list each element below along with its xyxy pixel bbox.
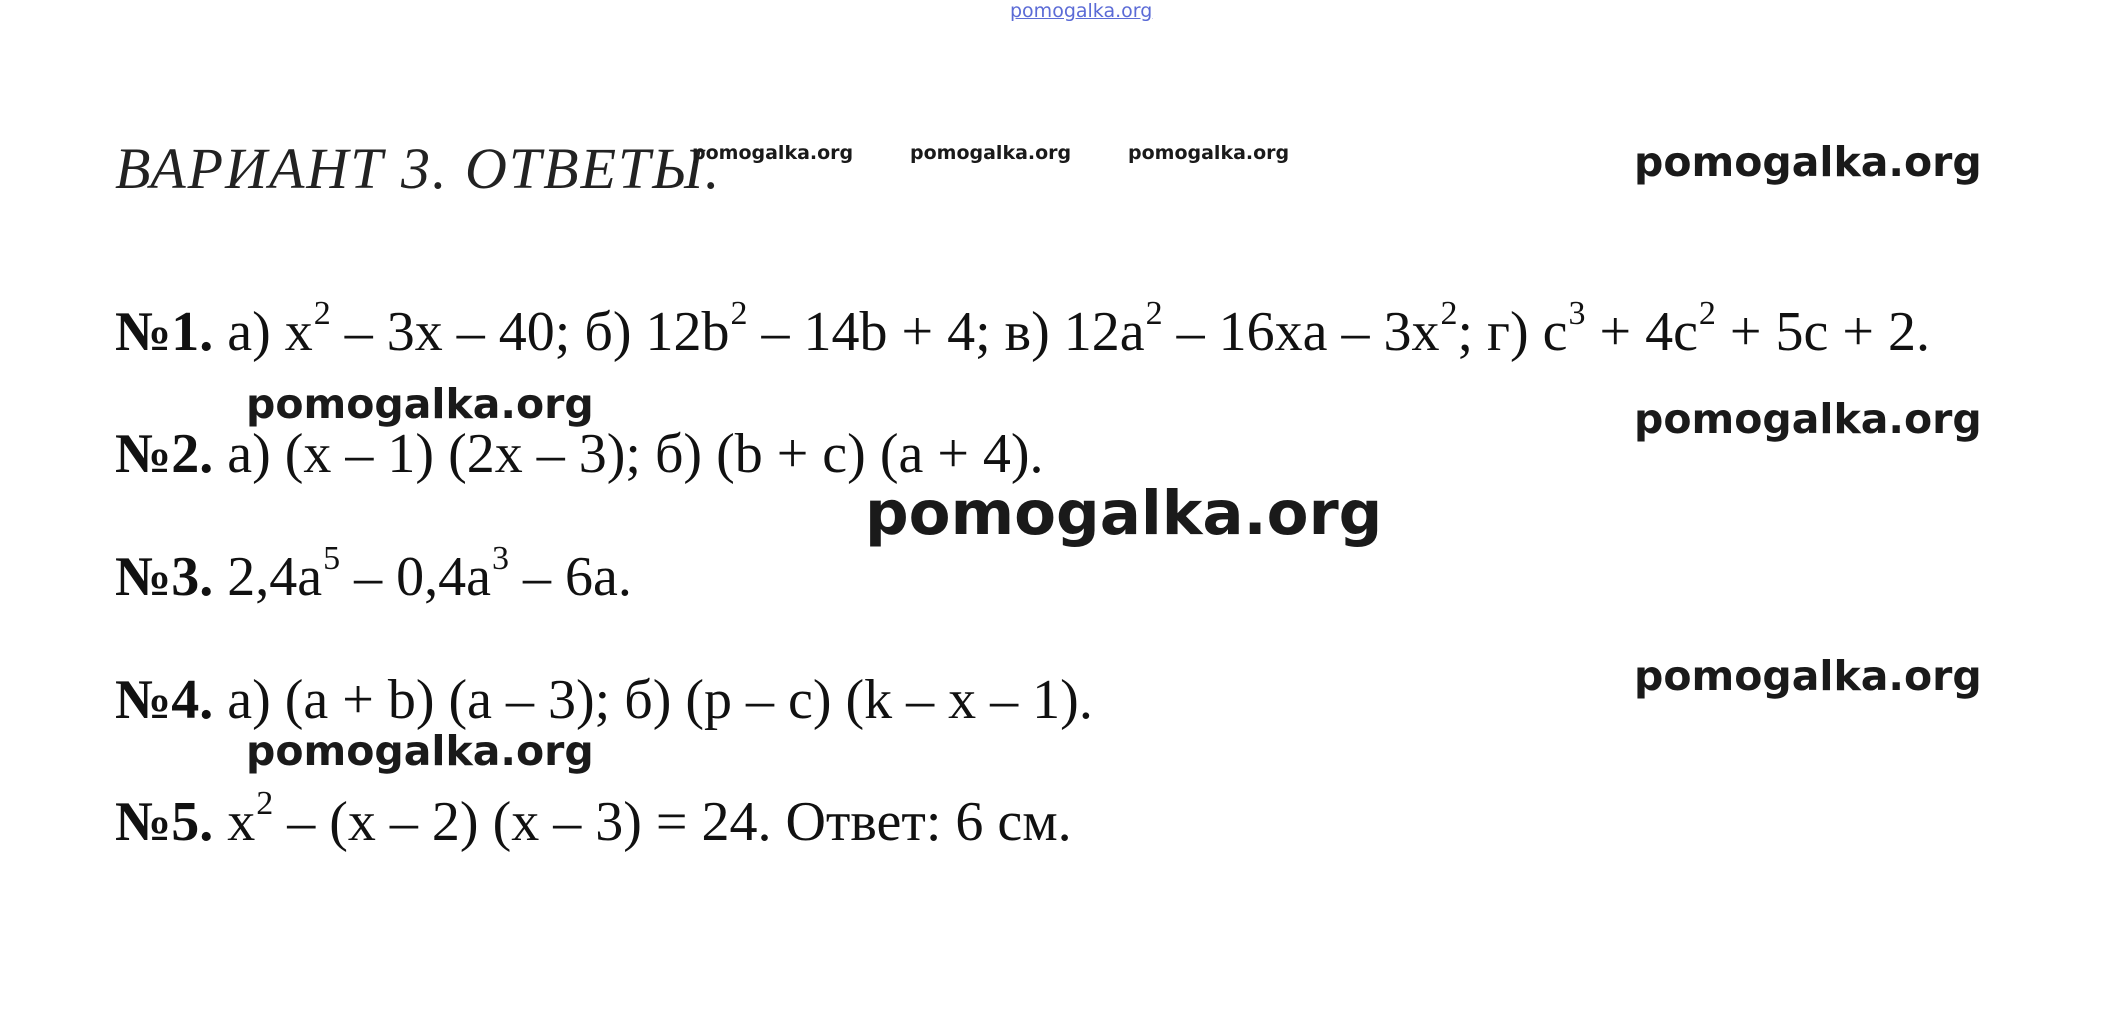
watermark: pomogalka.org (246, 380, 594, 428)
watermark: pomogalka.org (910, 142, 1072, 164)
answer-text: ; г) c (1457, 301, 1568, 363)
answer-3 (115, 540, 632, 609)
exponent: 2 (313, 295, 331, 332)
answer-number: №5. (115, 791, 214, 853)
answer-text: – 3x – 40; б) 12b (330, 301, 730, 363)
watermark: pomogalka.org (692, 142, 854, 164)
answer-1 (115, 295, 1930, 364)
answer-text: а) x (213, 301, 313, 363)
answer-text: + 4c (1585, 301, 1698, 363)
exponent: 3 (1568, 295, 1586, 332)
exponent: 2 (1440, 295, 1458, 332)
answer-2 (115, 422, 1044, 486)
exponent: 2 (730, 295, 748, 332)
answer-5 (115, 785, 1072, 854)
answer-number: №4. (115, 669, 214, 731)
answer-text: а) (a + b) (a – 3); б) (p – c) (k – x – 1). (213, 669, 1093, 731)
answer-text: – 14b + 4; в) 12a (747, 301, 1145, 363)
answer-text: – 16xa – 3x (1162, 301, 1440, 363)
watermark: pomogalka.org (865, 478, 1383, 549)
exponent: 2 (256, 785, 274, 822)
answer-text: – 6a. (509, 546, 632, 608)
answer-text: x (213, 791, 256, 853)
watermark: pomogalka.org (1634, 138, 1982, 186)
exponent: 5 (323, 540, 341, 577)
answer-number: №1. (115, 301, 214, 363)
exponent: 3 (492, 540, 509, 577)
answer-text: + 5c + 2. (1715, 301, 1930, 363)
watermark: pomogalka.org (1634, 395, 1982, 443)
exponent: 2 (1145, 295, 1163, 332)
watermark: pomogalka.org (1634, 652, 1982, 700)
header-link[interactable]: pomogalka.org (1010, 0, 1153, 22)
answer-4 (115, 668, 1093, 732)
exponent: 2 (1698, 295, 1716, 332)
watermark: pomogalka.org (246, 727, 594, 775)
page-title: ВАРИАНТ 3. ОТВЕТЫ. (115, 136, 722, 201)
answer-text: а) (x – 1) (2x – 3); б) (b + c) (a + 4). (213, 423, 1044, 485)
answer-text: – 0,4a (340, 546, 491, 608)
answer-number: №2. (115, 423, 214, 485)
answer-text: 2,4a (213, 546, 323, 608)
answer-text: – (x – 2) (x – 3) = 24. Ответ: 6 см. (273, 791, 1072, 853)
answer-number: №3. (115, 546, 214, 608)
watermark: pomogalka.org (1128, 142, 1290, 164)
